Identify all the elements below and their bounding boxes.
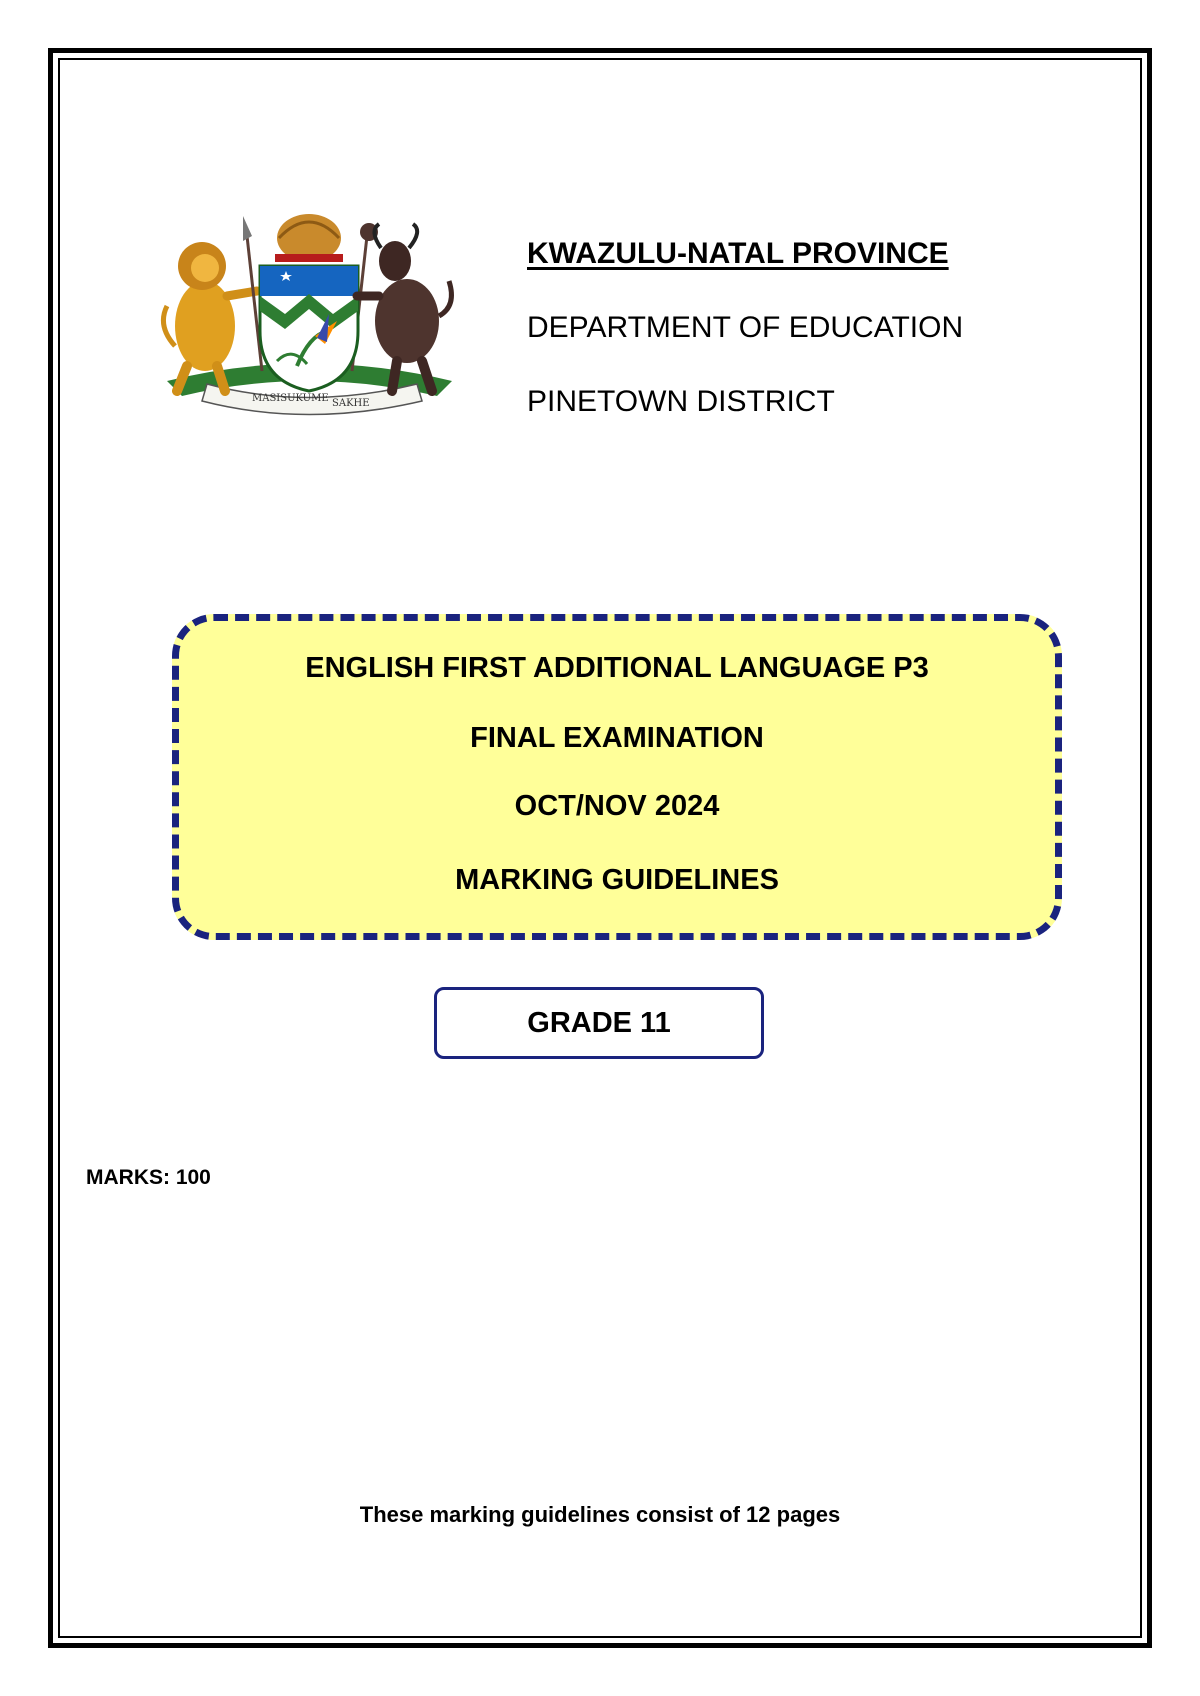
kzn-coat-of-arms-logo xyxy=(157,196,462,436)
motto-right-text: SAKHE xyxy=(332,398,370,409)
exam-title: FINAL EXAMINATION xyxy=(470,722,764,754)
session-title: OCT/NOV 2024 xyxy=(514,790,720,822)
subject-title: ENGLISH FIRST ADDITIONAL LANGUAGE P3 xyxy=(305,652,929,684)
grade-box xyxy=(434,987,764,1059)
district-name: PINETOWN DISTRICT xyxy=(527,385,835,418)
total-marks: MARKS: 100 xyxy=(86,1166,211,1189)
page-count-note: These marking guidelines consist of 12 pages xyxy=(359,1502,841,1527)
grade-label: GRADE 11 xyxy=(527,1006,671,1039)
document-type-title: MARKING GUIDELINES xyxy=(455,864,779,896)
header-block xyxy=(527,236,963,420)
motto-left-text: MASISUKUME xyxy=(252,393,329,404)
exam-title-box xyxy=(172,614,1062,940)
department-name: DEPARTMENT OF EDUCATION xyxy=(527,311,964,344)
province-heading: KWAZULU-NATAL PROVINCE xyxy=(527,237,949,270)
